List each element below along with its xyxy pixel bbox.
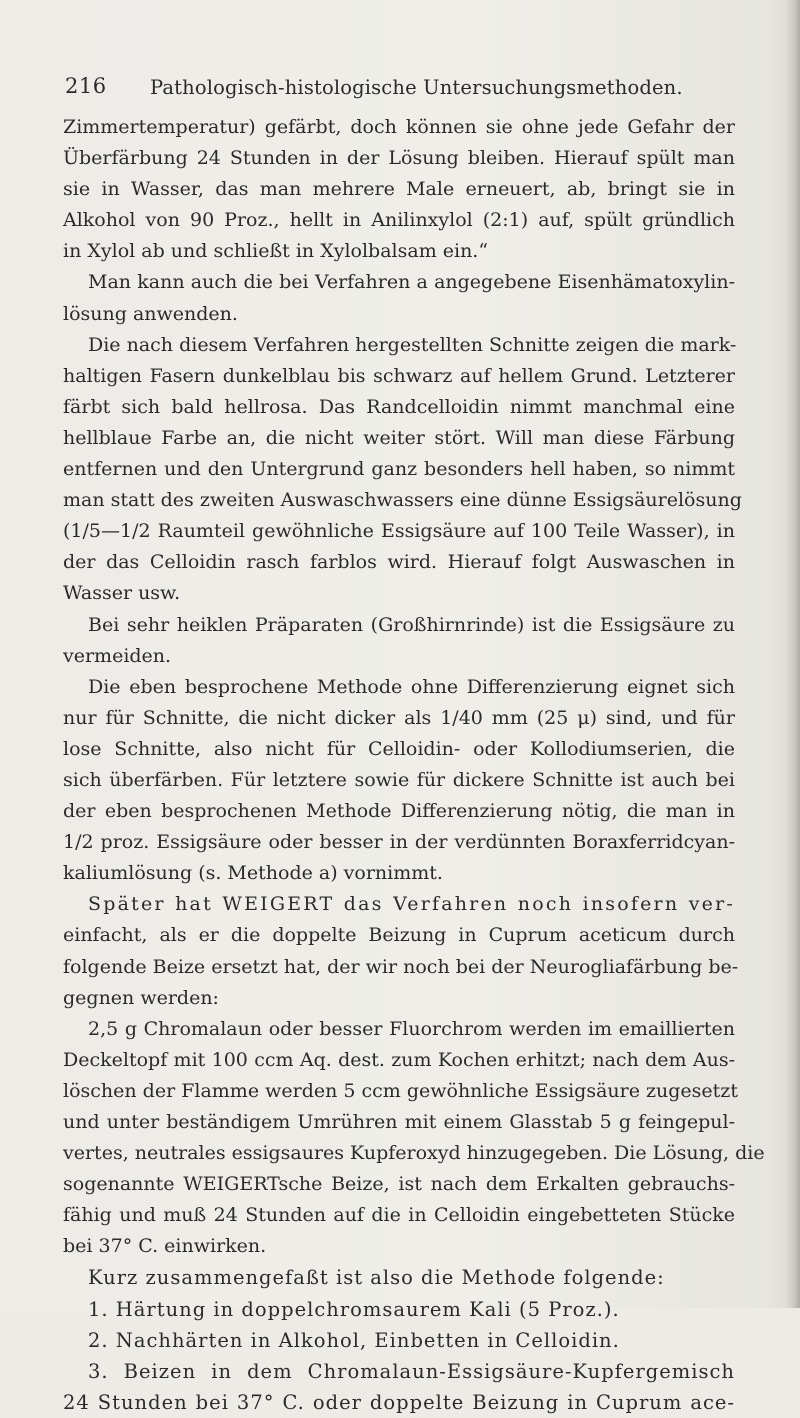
text-line: der das Celloidin rasch farblos wird. Hierauf folgt Auswaschen in [63,551,735,574]
text-line: lösung anwenden. [63,302,238,325]
text-line: Zimmertemperatur) gefärbt, doch können sie ohne jede Gefahr der [63,116,735,138]
text-line: sogenannte WEIGERTsche Beize, ist nach dem Erkalten gebrauchs- [63,1173,735,1196]
text-line: sie in Wasser, das man mehrere Male erneuert, ab, bringt sie in [63,178,735,201]
text-line: Man kann auch die bei Verfahren a angegebene Eisenhämatoxylin- [88,271,735,294]
text-line: haltigen Fasern dunkelblau bis schwarz auf hellem Grund. Letzterer [63,364,735,387]
text-line: folgende Beize ersetzt hat, der wir noch bei der Neurogliafärbung be- [63,955,739,978]
text-line: kaliumlösung (s. Methode a) vornimmt. [63,862,443,885]
text-line: vertes, neutrales essigsaures Kupferoxyd hinzugegeben. Die Lösung, die [63,1142,765,1165]
text-line: Die eben besprochene Methode ohne Differenzierung eignet sich [88,675,735,698]
text-line: 3. Beizen in dem Chromalaun-Essigsäure-Kupfergemisch [88,1359,735,1383]
text-line: einfacht, als er die doppelte Beizung in Cuprum aceticum durch [63,924,735,947]
text-line: fähig und muß 24 Stunden auf die in Celloidin eingebetteten Stücke [63,1204,735,1227]
text-line: 2. Nachhärten in Alkohol, Einbetten in Celloidin. [88,1328,620,1352]
text-line: 1. Härtung in doppelchromsaurem Kali (5 Proz.). [88,1297,620,1321]
text-line: Überfärbung 24 Stunden in der Lösung bleiben. Hierauf spült man [63,147,735,170]
text-line: hellblaue Farbe an, die nicht weiter stört. Will man diese Färbung [63,426,735,449]
text-line: entfernen und den Untergrund ganz besonders hell haben, so nimmt [63,458,735,481]
text-line: Bei sehr heiklen Präparaten (Großhirnrinde) ist die Essigsäure zu [88,613,735,636]
text-line: (1/5—1/2 Raumteil gewöhnliche Essigsäure auf 100 Teile Wasser), in [63,520,735,543]
text-line: färbt sich bald hellrosa. Das Randcelloidin nimmt manchmal eine [63,395,735,418]
text-line: bei 37° C. einwirken. [63,1235,267,1258]
text-line: Alkohol von 90 Proz., hellt in Anilinxylol (2:1) auf, spült gründlich [63,209,735,232]
text-line: Kurz zusammengefaßt ist also die Methode folgende: [88,1266,665,1290]
page-header [55,74,755,104]
text-line: vermeiden. [63,644,172,667]
text-line: Später hat WEIGERT das Verfahren noch insofern ver- [88,893,735,916]
text-line: gegnen werden: [63,986,219,1009]
text-line: Deckeltopf mit 100 ccm Aq. dest. zum Kochen erhitzt; nach dem Aus- [63,1048,735,1071]
text-line: man statt des zweiten Auswaschwassers eine dünne Essigsäurelösung [63,489,742,512]
text-line: und unter beständigem Umrühren mit einem Glasstab 5 g feingepul- [63,1111,735,1133]
body-text [63,112,765,1418]
text-line: nur für Schnitte, die nicht dicker als 1/40 mm (25 μ) sind, und für [63,706,735,729]
text-line: Die nach diesem Verfahren hergestellten Schnitte zeigen die mark- [88,333,737,356]
text-line: lose Schnitte, also nicht für Celloidin- oder Kollodiumserien, die [63,737,735,760]
running-title: Pathologisch-histologische Untersuchungsmethoden. [150,76,683,99]
text-line: sich überfärben. Für letztere sowie für dickere Schnitte ist auch bei [63,768,735,791]
text-line: 2,5 g Chromalaun oder besser Fluorchrom werden im emaillierten [88,1017,735,1040]
text-line: 24 Stunden bei 37° C. oder doppelte Beizung in Cuprum ace- [63,1390,735,1414]
page-edge-shadow [786,0,800,1308]
page-number: 216 [65,74,107,98]
text-line: 1/2 proz. Essigsäure oder besser in der verdünnten Boraxferridcyan- [63,831,735,854]
text-line: in Xylol ab und schließt in Xylolbalsam ein.“ [63,240,489,263]
text-line: der eben besprochenen Methode Differenzierung nötig, die man in [63,800,735,823]
text-line: löschen der Flamme werden 5 ccm gewöhnliche Essigsäure zugesetzt [63,1079,738,1102]
text-line: Wasser usw. [63,582,181,605]
